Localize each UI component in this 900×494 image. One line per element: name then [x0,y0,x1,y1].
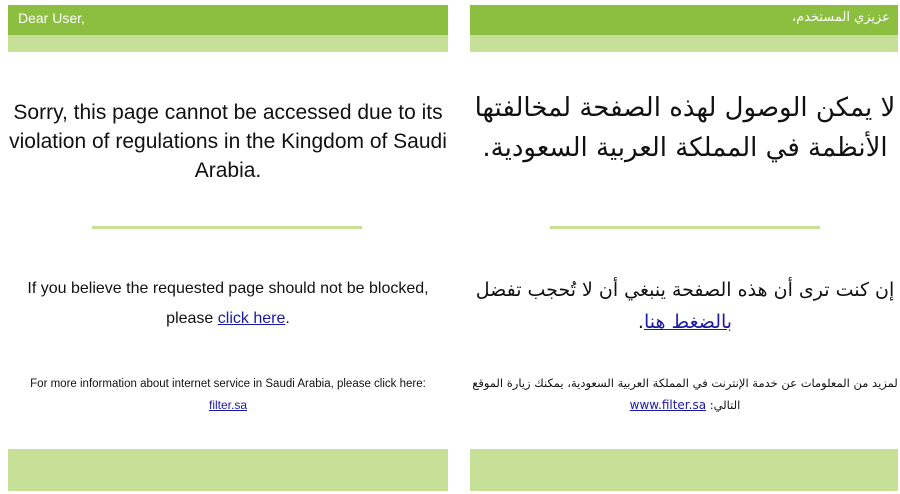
unblock-request-text-arabic [470,274,900,338]
unblock-period: . [285,310,290,327]
arabic-column [450,0,900,494]
section-divider [92,226,362,229]
unblock-period-arabic: . [637,311,644,333]
greeting-text-arabic: عزيزي المستخدم، [791,10,890,25]
block-notice-heading: Sorry, this page cannot be accessed due to its violation of regulations in the Kingdom of Saudi Arabia. [9,101,447,182]
section-divider-arabic [550,226,820,229]
footer-bar-arabic [470,449,898,491]
block-notice-heading-arabic: لا يمكن الوصول لهذه الصفحة لمخالفتها الأنظمة في المملكة العربية السعودية. [474,93,896,163]
click-here-link-arabic[interactable]: بالضغط هنا [643,311,733,333]
filter-sa-link[interactable]: filter.sa [208,398,247,412]
header-strip [8,35,450,52]
click-here-link[interactable]: click here [217,310,286,327]
more-info-label: For more information about internet service in Saudi Arabia, please click here: [30,378,426,390]
more-info-label-arabic: لمزيد من المعلومات عن خدمة الإنترنت في المملكة العربية السعودية، يمكنك زيارة الموقع التالي: [472,376,898,412]
header-strip-arabic [470,35,898,52]
greeting-text: Dear User, [18,10,85,26]
footer-bar [8,449,450,491]
unblock-request-label: If you believe the requested page should not be blocked, please [27,280,429,327]
filter-sa-link-arabic[interactable]: www.filter.sa [629,398,707,412]
unblock-request-label-arabic: إن كنت ترى أن هذه الصفحة ينبغي أن لا تُحجب تفضل [475,279,895,301]
unblock-request-text [8,274,448,334]
more-info-text [8,374,448,417]
more-info-text-arabic [470,372,900,416]
